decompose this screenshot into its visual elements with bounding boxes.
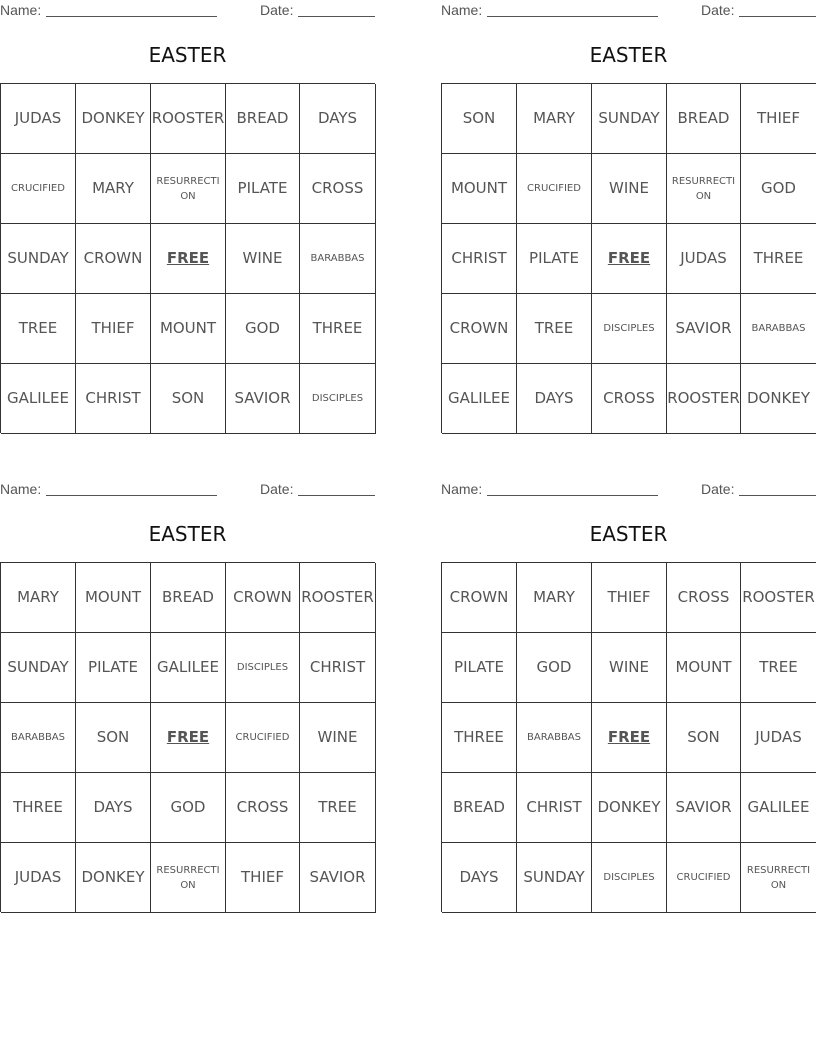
name-date-row [441, 0, 816, 20]
bingo-cell[interactable]: MOUNT [667, 633, 741, 703]
bingo-cell[interactable]: RESURRECTION [667, 154, 741, 224]
bingo-cell[interactable]: SON [76, 703, 151, 773]
bingo-cell[interactable]: CHRIST [517, 773, 592, 843]
bingo-cell[interactable]: DONKEY [76, 84, 151, 154]
bingo-cell[interactable]: BARABBAS [1, 703, 76, 773]
bingo-cell[interactable]: TREE [741, 633, 816, 703]
free-space-cell[interactable]: FREE [151, 224, 226, 294]
bingo-cell[interactable]: GOD [226, 294, 300, 364]
bingo-cell[interactable]: SUNDAY [592, 84, 667, 154]
bingo-cell[interactable]: THIEF [741, 84, 816, 154]
bingo-cell[interactable]: TREE [1, 294, 76, 364]
bingo-cell[interactable]: DISCIPLES [300, 364, 376, 434]
bingo-cell[interactable]: SAVIOR [300, 843, 376, 913]
name-date-row [0, 479, 375, 499]
bingo-cell[interactable]: CROWN [226, 563, 300, 633]
card-title: EASTER [148, 43, 227, 67]
card-title: EASTER [589, 43, 668, 67]
name-date-row [0, 0, 375, 20]
bingo-cell[interactable]: DISCIPLES [592, 294, 667, 364]
name-label: Name: [441, 481, 483, 497]
date-blank-line[interactable] [298, 16, 375, 17]
bingo-cell[interactable]: MARY [76, 154, 151, 224]
bingo-cell[interactable]: JUDAS [1, 84, 76, 154]
bingo-cell[interactable]: WINE [226, 224, 300, 294]
bingo-cell[interactable]: SUNDAY [1, 224, 76, 294]
bingo-cell[interactable]: BREAD [226, 84, 300, 154]
bingo-cell[interactable]: PILATE [517, 224, 592, 294]
bingo-cell[interactable]: DAYS [300, 84, 376, 154]
date-blank-line[interactable] [298, 495, 375, 496]
bingo-cell[interactable]: SAVIOR [667, 773, 741, 843]
bingo-cell[interactable]: CRUCIFIED [517, 154, 592, 224]
bingo-cell[interactable]: THREE [442, 703, 517, 773]
bingo-cell[interactable]: CROSS [300, 154, 376, 224]
bingo-cell[interactable]: MARY [517, 84, 592, 154]
bingo-cell[interactable]: CHRIST [300, 633, 376, 703]
bingo-cell[interactable]: GALILEE [442, 364, 517, 434]
bingo-cell[interactable]: GALILEE [741, 773, 816, 843]
bingo-cell[interactable]: MOUNT [151, 294, 226, 364]
date-blank-line[interactable] [739, 16, 816, 17]
bingo-grid [441, 562, 816, 912]
bingo-cell[interactable]: WINE [300, 703, 376, 773]
bingo-cell[interactable]: ROOSTER [741, 563, 816, 633]
bingo-cell[interactable]: DAYS [517, 364, 592, 434]
bingo-cell[interactable]: THIEF [592, 563, 667, 633]
bingo-cell[interactable]: SUNDAY [517, 843, 592, 913]
bingo-cell[interactable]: GALILEE [151, 633, 226, 703]
bingo-cell[interactable]: RESURRECTION [151, 843, 226, 913]
bingo-cell[interactable]: THREE [300, 294, 376, 364]
bingo-cell[interactable]: THREE [741, 224, 816, 294]
card-title: EASTER [148, 522, 227, 546]
bingo-cell[interactable]: GOD [741, 154, 816, 224]
date-label: Date: [260, 481, 294, 497]
bingo-cell[interactable]: CHRIST [442, 224, 517, 294]
bingo-cell[interactable]: BREAD [442, 773, 517, 843]
bingo-cell[interactable]: DONKEY [592, 773, 667, 843]
bingo-card-2 [441, 0, 816, 440]
bingo-cell[interactable]: PILATE [226, 154, 300, 224]
bingo-cell[interactable]: CRUCIFIED [667, 843, 741, 913]
name-label: Name: [441, 2, 483, 18]
name-label: Name: [0, 481, 42, 497]
bingo-cell[interactable]: CROWN [442, 563, 517, 633]
bingo-cell[interactable]: SON [667, 703, 741, 773]
bingo-cell[interactable]: DONKEY [76, 843, 151, 913]
date-label: Date: [701, 2, 735, 18]
bingo-cell[interactable]: CROSS [226, 773, 300, 843]
bingo-cell[interactable]: CROWN [76, 224, 151, 294]
date-label: Date: [701, 481, 735, 497]
bingo-cell[interactable]: WINE [592, 633, 667, 703]
bingo-cell[interactable]: GOD [151, 773, 226, 843]
bingo-grid [441, 83, 816, 433]
bingo-cell[interactable]: RESURRECTION [151, 154, 226, 224]
free-space-cell[interactable]: FREE [151, 703, 226, 773]
bingo-cell[interactable]: JUDAS [741, 703, 816, 773]
bingo-cell[interactable]: SAVIOR [226, 364, 300, 434]
bingo-cell[interactable]: DISCIPLES [226, 633, 300, 703]
bingo-cell[interactable]: CROSS [592, 364, 667, 434]
bingo-cell[interactable]: DONKEY [741, 364, 816, 434]
bingo-cell[interactable]: SUNDAY [1, 633, 76, 703]
bingo-cell[interactable]: BARABBAS [517, 703, 592, 773]
bingo-cell[interactable]: THIEF [76, 294, 151, 364]
name-date-row [441, 479, 816, 499]
bingo-cell[interactable]: CHRIST [76, 364, 151, 434]
name-blank-line[interactable] [487, 16, 658, 17]
bingo-grid [0, 562, 375, 912]
date-label: Date: [260, 2, 294, 18]
bingo-cell[interactable]: BARABBAS [741, 294, 816, 364]
bingo-cell[interactable]: THREE [1, 773, 76, 843]
bingo-cell[interactable]: RESURRECTION [741, 843, 816, 913]
bingo-cell[interactable]: WINE [592, 154, 667, 224]
bingo-cell[interactable]: ROOSTER [151, 84, 226, 154]
date-blank-line[interactable] [739, 495, 816, 496]
name-blank-line[interactable] [46, 16, 217, 17]
free-space-cell[interactable]: FREE [592, 224, 667, 294]
bingo-cell[interactable]: THIEF [226, 843, 300, 913]
bingo-cell[interactable]: CRUCIFIED [1, 154, 76, 224]
bingo-cell[interactable]: BARABBAS [300, 224, 376, 294]
bingo-cell[interactable]: MARY [1, 563, 76, 633]
name-blank-line[interactable] [46, 495, 217, 496]
bingo-cell[interactable]: PILATE [76, 633, 151, 703]
bingo-card-3 [0, 479, 375, 919]
bingo-cell[interactable]: SON [442, 84, 517, 154]
bingo-cell[interactable]: BREAD [151, 563, 226, 633]
bingo-cell[interactable]: JUDAS [1, 843, 76, 913]
bingo-cell[interactable]: SON [151, 364, 226, 434]
bingo-cell[interactable]: MOUNT [442, 154, 517, 224]
name-label: Name: [0, 2, 42, 18]
bingo-cell[interactable]: MOUNT [76, 563, 151, 633]
bingo-cell[interactable]: BREAD [667, 84, 741, 154]
free-space-cell[interactable]: FREE [592, 703, 667, 773]
bingo-card-1 [0, 0, 375, 440]
bingo-cell[interactable]: ROOSTER [667, 364, 741, 434]
bingo-cell[interactable]: SAVIOR [667, 294, 741, 364]
bingo-cell[interactable]: MARY [517, 563, 592, 633]
bingo-cell[interactable]: ROOSTER [300, 563, 376, 633]
bingo-cell[interactable]: DAYS [76, 773, 151, 843]
bingo-cell[interactable]: DISCIPLES [592, 843, 667, 913]
bingo-cell[interactable]: GOD [517, 633, 592, 703]
bingo-cell[interactable]: TREE [517, 294, 592, 364]
bingo-cell[interactable]: PILATE [442, 633, 517, 703]
bingo-cell[interactable]: TREE [300, 773, 376, 843]
bingo-card-4 [441, 479, 816, 919]
bingo-cell[interactable]: CROSS [667, 563, 741, 633]
name-blank-line[interactable] [487, 495, 658, 496]
bingo-cell[interactable]: GALILEE [1, 364, 76, 434]
bingo-cell[interactable]: JUDAS [667, 224, 741, 294]
bingo-grid [0, 83, 375, 433]
bingo-cell[interactable]: CROWN [442, 294, 517, 364]
bingo-cell[interactable]: CRUCIFIED [226, 703, 300, 773]
bingo-cell[interactable]: DAYS [442, 843, 517, 913]
card-title: EASTER [589, 522, 668, 546]
